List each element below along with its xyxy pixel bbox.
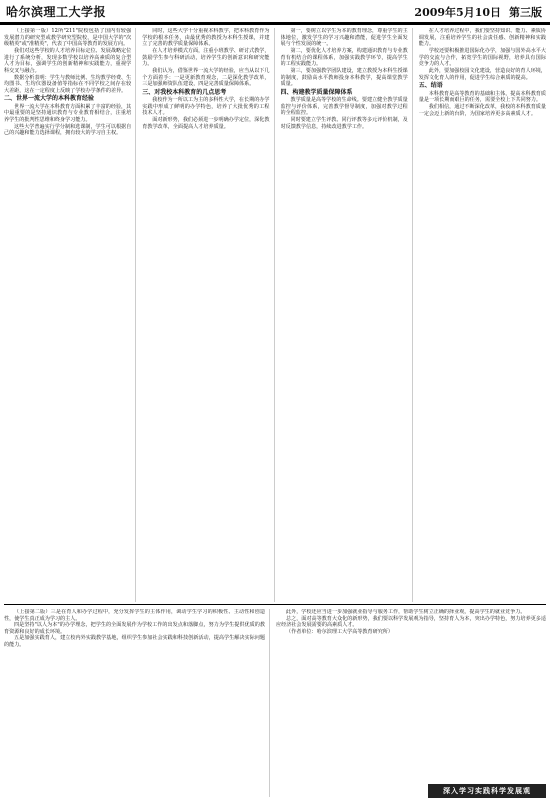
article-column-4 [419,28,546,602]
section-heading: 四、构建教学质量保障体系 [280,88,353,96]
paragraph: 第二，要优化人才培养方案，构建通识教育与专业教育有机结合的课程体系，加强实践教学环节，提高学生的工程实践能力。 [280,48,408,67]
continued-article [4,604,546,798]
paragraph: 同时，这些大学十分重视本科教学，把本科教育作为学校的根本任务，由最优秀的教授为本科生授课，并建立了完善的教学质量保障体系。 [142,28,270,47]
continued-article-left [4,609,270,797]
section-heading: 二、世界一流大学的本科教育经验 [4,95,95,102]
paragraph: （上接第二版）三是在育人和办学过程中，充分发挥学生的主体作用，调动学生学习的积极性、主动性和创造性，使学生真正成为学习的主人。 [4,609,265,622]
newspaper-title: 哈尔滨理工大学报 [6,5,107,19]
issue-date: 2009年5月10日 [414,6,501,19]
section-number: 第三版 [509,6,542,19]
paragraph: 四是坚持"以人为本"的办学理念，把学生的全面发展作为学校工作的出发点和落脚点，努力为学生提供优质的教育资源和良好的成长环境。 [4,622,265,635]
paragraph: 此外，要加强校园文化建设，营造良好的育人环境，发挥文化育人的作用，促进学生综合素质的提高。 [418,68,546,81]
section-heading: 三、对我校本科教育的几点思考 [142,88,227,96]
paragraph: （上接第一版）12所"211"院校包括了国内有较强发展潜力的研究型或教学研究型院校，是中国大学的"次级精英"或"准精英"，代表了中国高等教育的发展方向。 [4,28,132,47]
paragraph: 这些大学普遍实行学分制和选课制，学生可以根据自己的兴趣和能力选择课程，拥有较大的学习自主权。 [4,123,132,136]
section-heading: 五、结语 [418,82,443,89]
paragraph: （作者单位：哈尔滨理工大学高等教育研究所） [286,628,393,635]
header-rule [0,24,550,25]
article-column-3 [281,28,413,602]
footer-banner: 深入学习实践科学发展观 [428,784,546,798]
article-columns [4,28,546,602]
newspaper-header [0,0,550,24]
paragraph: 数据分析表明：学生与教师比例、生均教学经费、生均图书、生均仪器设备值等指标在不同学校之间存在较大差距，这在一定程度上反映了学校办学条件的差异。 [4,74,132,94]
paragraph: 本科教育是高等教育的基础和主体，提高本科教育质量是一项长期而艰巨的任务，需要全校上下共同努力。 [418,90,546,103]
paragraph: 面对新形势，我们必须进一步明确办学定位，深化教育教学改革，全面提高人才培养质量。 [142,117,270,130]
paragraph: 五是加强实践育人，建立校内外实践教学基地，组织学生参加社会实践和科技创新活动，提高学生解决实际问题的能力。 [4,635,265,648]
paragraph: 此外，学校还应当进一步加强就业指导与服务工作，帮助学生树立正确的择业观，提高学生的就业竞争力。 [286,609,526,615]
paragraph: 我们对这些学校的人才培养目标定位、发展战略定位进行了系统分析，发现多数学校以培养高素质的复合型人才为目标，强调学生的创新精神和实践能力，重视学科交叉与融合。 [4,48,132,74]
issue-info [414,4,542,20]
paragraph: 总之，面对高等教育大众化的新形势，我们要以科学发展观为指导，坚持育人为本，突出办学特色，努力培养更多适应经济社会发展需要的高素质人才。 [276,615,546,628]
paragraph: 世界一流大学在本科教育方面积累了丰富的经验，其中最重要的是坚持通识教育与专业教育相结合，注重培养学生的批判性思维和终身学习能力。 [4,103,132,123]
paragraph: 同时要建立学生评教、同行评教等多元评价机制，及时反馈教学信息，持续改进教学工作。 [280,117,408,130]
continued-article-right [276,609,546,781]
paragraph: 我们认为，借鉴世界一流大学的经验，应当从以下几个方面着手：一是更新教育观念，二是深化教学改革，三是加强师资队伍建设，四是完善质量保障体系。 [142,68,270,87]
paragraph: 在人才培养过程中，我们要坚持知识、能力、素质协调发展，注重培养学生的社会责任感、创新精神和实践能力。 [418,28,546,47]
paragraph: 我们相信，通过不断深化改革，我校的本科教育质量一定会迈上新的台阶，为国家培养更多高素质人才。 [418,104,546,117]
paragraph: 在人才培养模式方面，注重小班教学、研讨式教学，鼓励学生参与科研活动，培养学生的创新意识和研究能力。 [142,48,270,67]
paragraph: 第一，要树立以学生为本的教育理念，尊重学生的主体地位，激发学生的学习兴趣和潜能，促进学生全面发展与个性发展的统一。 [280,28,408,47]
article-column-2 [142,28,274,602]
article-column-1 [4,28,136,602]
paragraph: 我校作为一所以工为主的多科性大学，在长期的办学实践中形成了鲜明的办学特色，培养了大批优秀的工程技术人才。 [142,97,270,116]
paragraph: 教学质量是高等学校的生命线。要建立健全教学质量监控与评价体系，完善教学督导制度，加强对教学过程的全程监控。 [280,97,408,116]
paragraph: 学校还要积极推进国际化办学，加强与国外高水平大学的交流与合作，拓宽学生的国际视野，培养具有国际竞争力的人才。 [418,48,546,67]
paragraph: 第三，要加强教学团队建设，建立教授为本科生授课的制度，鼓励高水平教师投身本科教学，提高课堂教学质量。 [280,68,408,87]
